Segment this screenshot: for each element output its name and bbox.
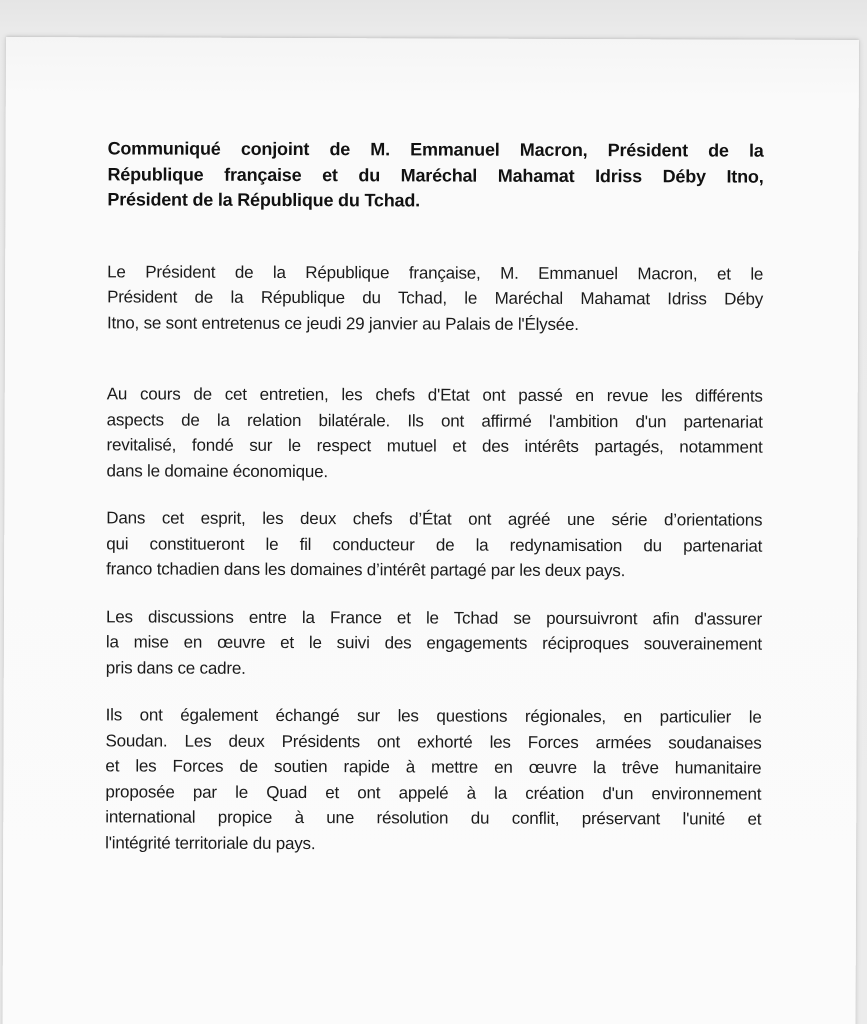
text-line: pris dans ce cadre. xyxy=(105,657,246,678)
document-title xyxy=(107,136,763,215)
text-line: Ils ont également échangé sur les questions régionales, en particulier le xyxy=(105,705,762,727)
text-line: Le Président de la République française, M. Emmanuel Macron, et le xyxy=(107,261,764,284)
text-line: la mise en œuvre et le suivi des engagements réciproques souverainement xyxy=(105,632,762,654)
document-body xyxy=(105,136,764,879)
text-line: Soudan. Les deux Présidents ont exhorté les Forces armées soudanaises xyxy=(105,730,762,753)
text-line: revitalisé, fondé sur le respect mutuel et des intérêts partagés, notamment xyxy=(106,435,763,457)
text-line: Dans cet esprit, les deux chefs d’État ont agréé une série d’orientations xyxy=(106,508,763,530)
text-line: dans le domaine économique. xyxy=(106,460,328,481)
text-line: Les discussions entre la France et le Tchad se poursuivront afin d'assurer xyxy=(105,606,763,629)
text-line: République française et du Maréchal Mahamat Idriss Déby Itno, xyxy=(107,163,764,187)
text-line: qui constitueront le fil conducteur de la redynamisation du partenariat xyxy=(106,533,763,556)
text-line: international propice à une résolution du conflit, préservant l'unité et xyxy=(105,807,762,829)
paragraph xyxy=(106,505,762,584)
text-line: Président de la République du Tchad. xyxy=(107,189,420,211)
text-line: franco tchadien dans les domaines d’intérêt partagé par les deux pays. xyxy=(106,559,626,581)
paragraph xyxy=(107,259,763,338)
text-line: Itno, se sont entretenus ce jeudi 29 janvier au Palais de l'Élysée. xyxy=(106,312,579,334)
text-line: Président de la République du Tchad, le Maréchal Mahamat Idriss Déby xyxy=(107,287,764,309)
text-line: l'intégrité territoriale du pays. xyxy=(105,832,316,853)
paragraph xyxy=(106,604,762,683)
paragraph xyxy=(105,702,762,857)
text-line: proposée par le Quad et ont appelé à la création d'un environnement xyxy=(105,781,762,804)
document-page xyxy=(2,37,859,1024)
text-line: aspects de la relation bilatérale. Ils ont affirmé l'ambition d'un partenariat xyxy=(106,409,763,432)
text-line: Au cours de cet entretien, les chefs d'Etat ont passé en revue les différents xyxy=(106,384,763,406)
text-line: Communiqué conjoint de M. Emmanuel Macron, Président de la xyxy=(107,138,764,161)
paragraph xyxy=(106,381,762,485)
text-line: et les Forces de soutien rapide à mettre en œuvre la trêve humanitaire xyxy=(105,756,762,778)
